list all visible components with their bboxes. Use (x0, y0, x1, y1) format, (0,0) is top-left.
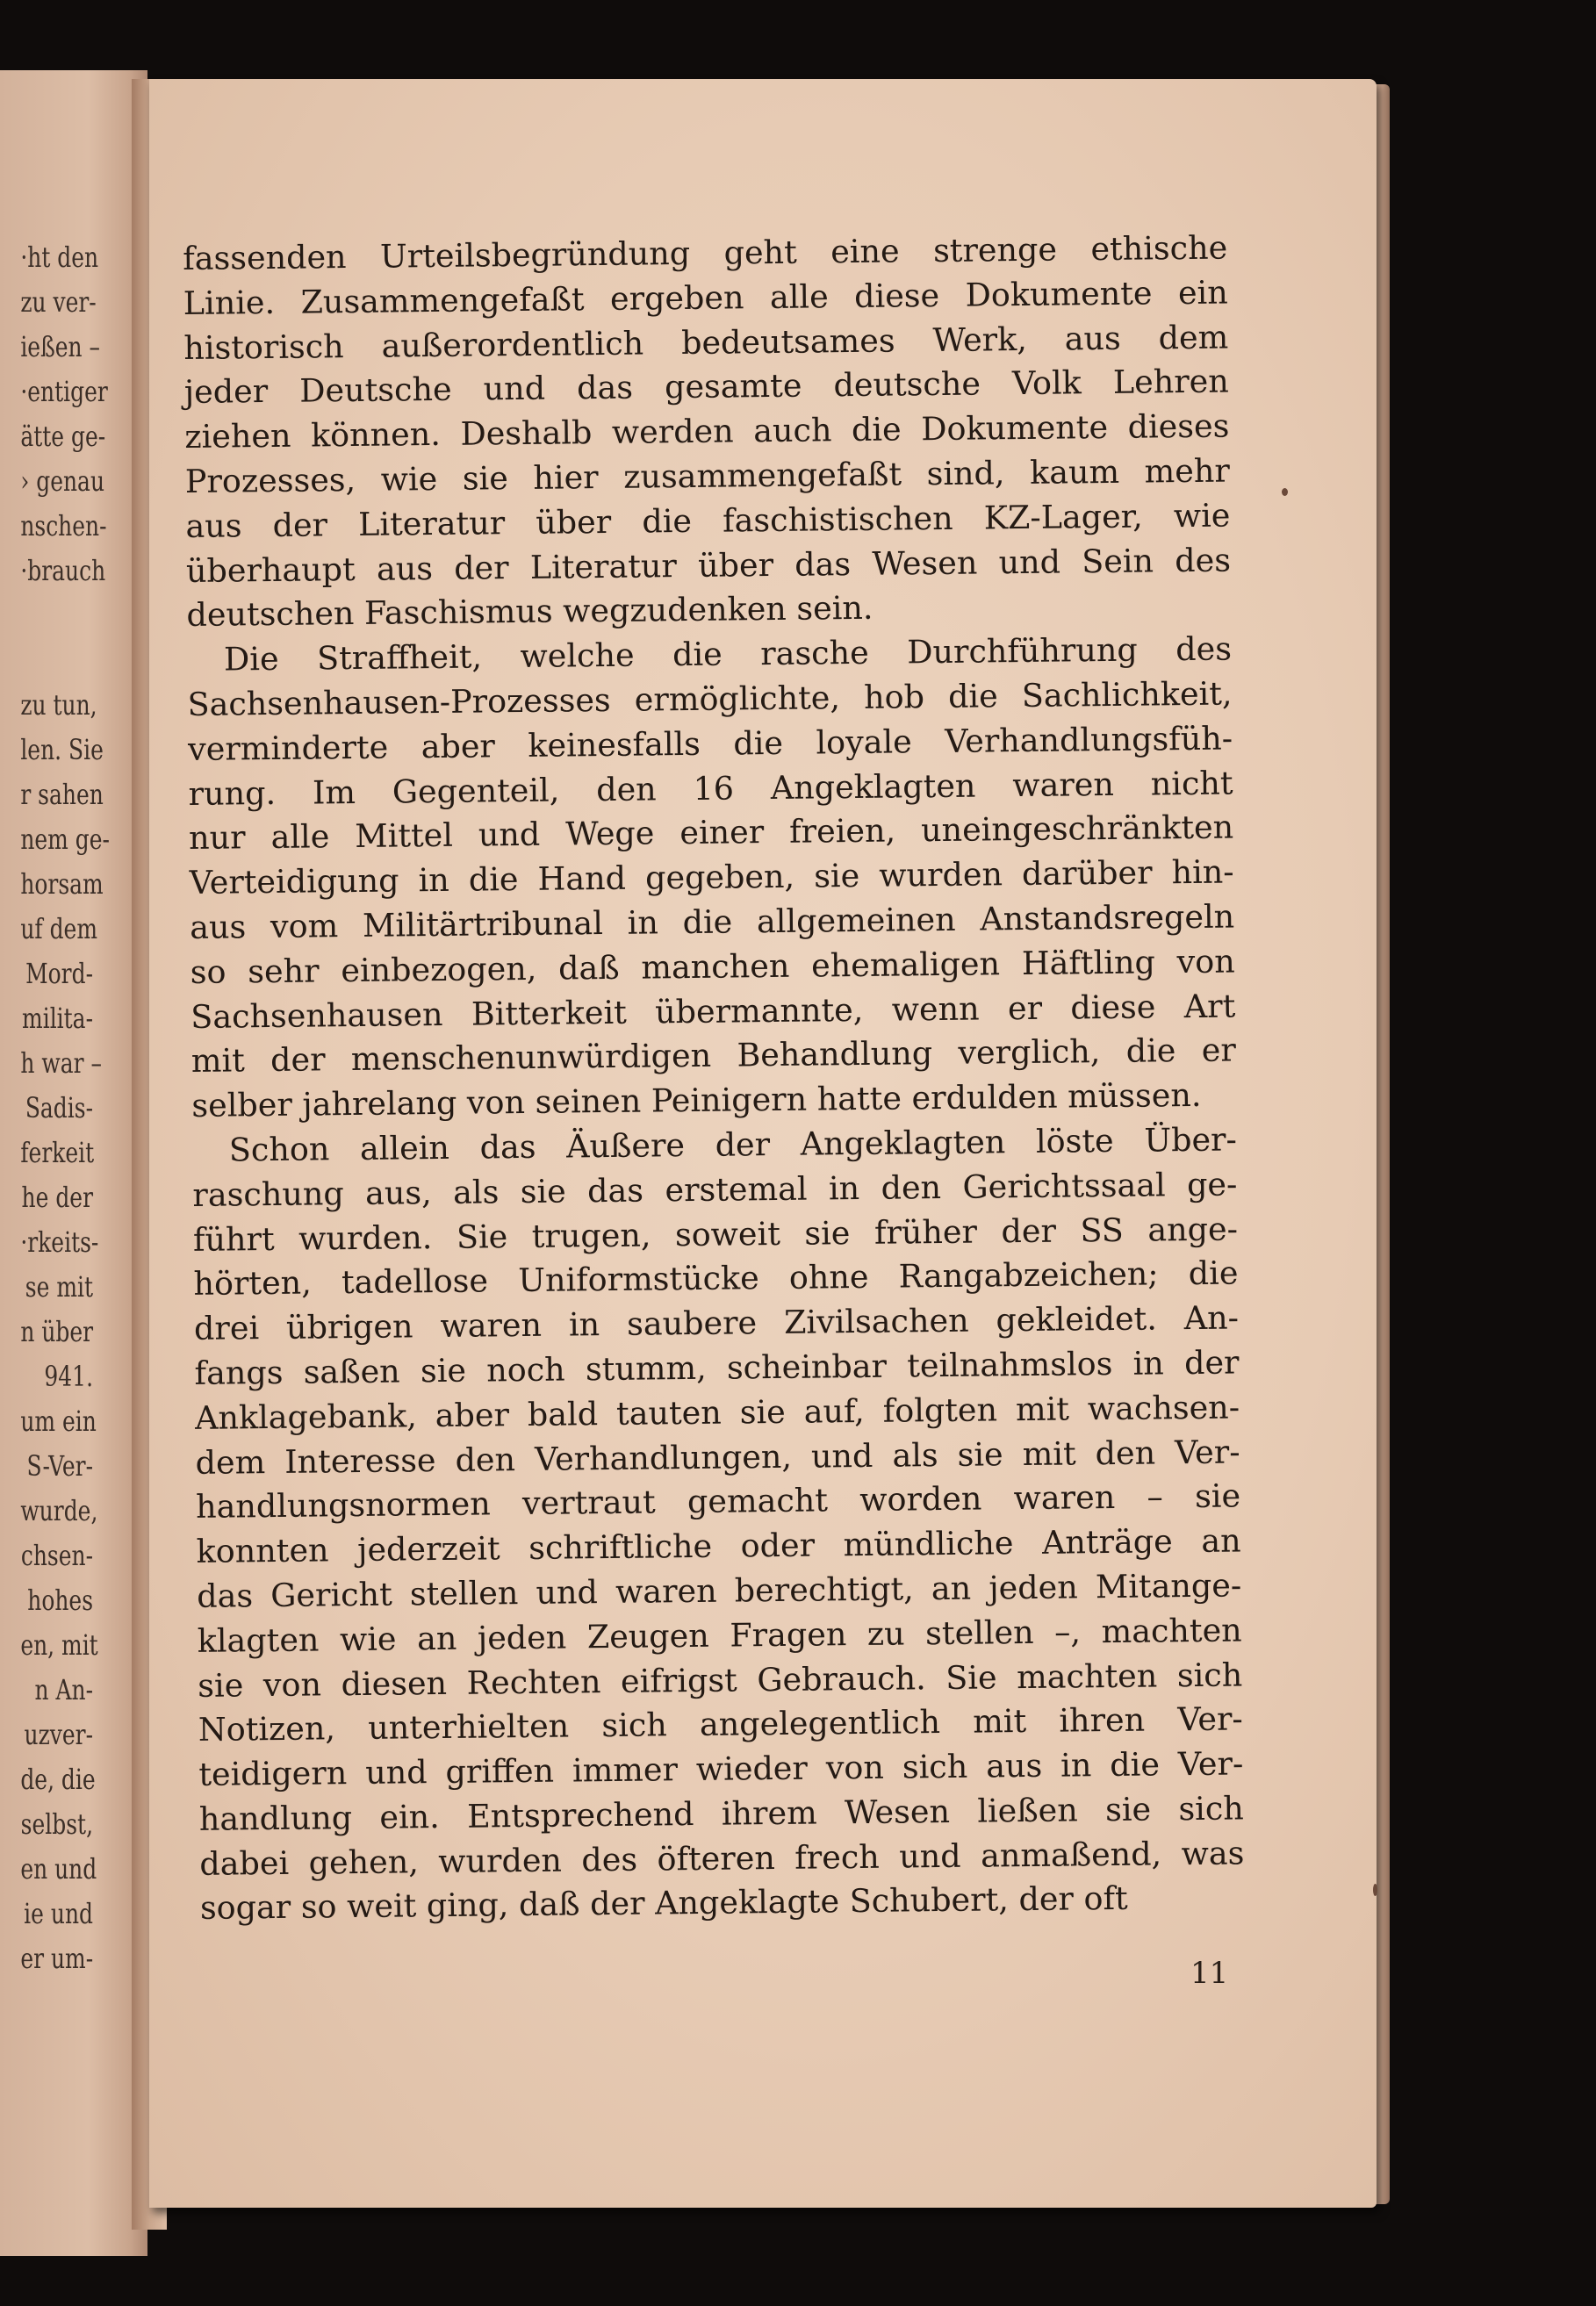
left-page-fragment: ätte ge- (20, 420, 106, 453)
left-page-fragment: nschen- (20, 509, 107, 542)
text-line: Die Straffheit, welche die rasche Durchführung des (223, 629, 1233, 679)
left-page-fragment: r sahen (20, 778, 104, 811)
text-line: mit der menschenunwürdigen Behandlung verglich, die er (191, 1031, 1236, 1081)
page-body-text (183, 226, 1245, 1932)
left-page-fragment: len. Sie (20, 733, 104, 766)
left-page-fragment: uf dem (20, 912, 97, 945)
text-line: fassenden Urteilsbegründung geht eine strenge ethische (183, 228, 1228, 277)
text-line: überhaupt aus der Literatur über das Wesen und Sein des (185, 541, 1232, 590)
left-page-fragment: horsam (20, 867, 104, 901)
text-line: Linie. Zusammengefaßt ergeben alle diese Dokumente ein (183, 273, 1228, 322)
text-line: dem Interesse den Verhandlungen, und als sie mit den Ver- (195, 1432, 1240, 1482)
left-page-fragment: ießen – (20, 330, 101, 363)
text-line: jeder Deutsche und das gesamte deutsche Volk Lehren (183, 362, 1230, 412)
text-line: teidigern und griffen immer wieder von sich aus in die Ver- (198, 1744, 1244, 1793)
text-line: selber jahrelang von seinen Peinigern hatte erdulden müssen. (191, 1076, 1202, 1125)
text-line: ziehen können. Deshalb werden auch die Dokumente dieses (184, 406, 1230, 456)
left-page-fragment: ·ht den (20, 241, 99, 274)
text-line: handlung ein. Entsprechend ihrem Wesen ließen sie sich (198, 1789, 1245, 1838)
left-page-fragment: › genau (20, 464, 105, 498)
text-line: handlungsnormen vertraut gemacht worden waren – sie (195, 1476, 1241, 1527)
paper-fleck (1282, 488, 1288, 496)
left-page-fragment: milita- (22, 1002, 93, 1035)
left-page-fragment: uzver- (24, 1718, 94, 1751)
left-page-fragment: selbst, (20, 1807, 94, 1841)
text-line: Notizen, unterhielten sich angelegentlich mit ihren Ver- (198, 1699, 1243, 1749)
text-line: deutschen Faschismus wegzudenken sein. (186, 589, 873, 635)
paper-fleck (1373, 1884, 1377, 1896)
text-line: klagten wie an jeden Zeugen Fragen zu stellen –, machten (197, 1611, 1242, 1660)
left-page-fragment: ·rkeits- (20, 1225, 99, 1259)
left-page-fragment: he der (21, 1181, 93, 1214)
left-page-fragment: h war – (20, 1046, 102, 1080)
left-page (0, 70, 147, 2256)
text-line: raschung aus, als sie das erstemal in den Gerichtssaal ge- (192, 1165, 1238, 1214)
text-line: Schon allein das Äußere der Angeklagten löste Über- (228, 1120, 1238, 1169)
text-line: dabei gehen, wurden des öfteren frech und anmaßend, was (199, 1834, 1245, 1883)
text-line: konnten jederzeit schriftliche oder mündliche Anträge an (196, 1521, 1241, 1571)
left-page-fragment: ie und (24, 1897, 93, 1930)
left-page-fragment: se mit (25, 1270, 93, 1304)
text-line: aus vom Militärtribunal in die allgemeinen Anstandsregeln (190, 897, 1235, 946)
left-page-text (20, 235, 110, 1981)
left-page-fragment: n An- (34, 1673, 93, 1706)
text-line: aus der Literatur über die faschistischen KZ-Lager, wie (185, 496, 1231, 545)
text-line: Anklagebank, aber bald tauten sie auf, folgten mit wachsen- (194, 1388, 1240, 1437)
text-line: historisch außerordentlich bedeutsames Werk, aus dem (183, 318, 1229, 367)
left-page-fragment: hohes (27, 1584, 93, 1617)
left-page-fragment: S-Ver- (26, 1449, 93, 1483)
left-page-fragment: ferkeit (20, 1136, 95, 1169)
text-line: nur alle Mittel und Wege einer freien, uneingeschränkten (188, 808, 1234, 858)
left-page-fragment: er um- (20, 1942, 94, 1975)
left-page-fragment: zu ver- (20, 285, 97, 319)
text-line: sogar so weit ging, daß der Angeklagte Schubert, der oft (199, 1879, 1128, 1928)
text-line: verminderte aber keinesfalls die loyale Verhandlungsfüh- (187, 719, 1233, 768)
left-page-fragment: um ein (20, 1404, 97, 1438)
left-page-fragment: Mord- (25, 957, 94, 990)
text-line: Sachsenhausen-Prozesses ermöglichte, hob die Sachlichkeit, (187, 674, 1233, 723)
text-line: führt wurden. Sie trugen, soweit sie früher der SS ange- (192, 1210, 1239, 1259)
left-page-fragment: nem ge- (20, 823, 110, 856)
text-line: fangs saßen sie noch stumm, scheinbar teilnahmslos in der (194, 1343, 1240, 1392)
text-line: das Gericht stellen und waren berechtigt, an jeden Mitange- (196, 1566, 1242, 1615)
left-page-fragment (20, 593, 93, 683)
text-line: Prozesses, wie sie hier zusammengefaßt sind, kaum mehr (184, 451, 1231, 500)
left-page-fragment: ·entiger (20, 375, 108, 408)
text-line: hörten, tadellose Uniformstücke ohne Rangabzeichen; die (193, 1254, 1239, 1304)
left-page-fragment: en, mit (20, 1628, 98, 1662)
left-page-fragment: chsen- (20, 1539, 94, 1572)
text-line: rung. Im Gegenteil, den 16 Angeklagten waren nicht (188, 764, 1233, 813)
text-line: so sehr einbezogen, daß manchen ehemaligen Häftling von (190, 942, 1235, 991)
text-line: drei übrigen waren in saubere Zivilsachen gekleidet. An- (193, 1298, 1240, 1348)
left-page-fragment: n über (20, 1315, 94, 1348)
page-number: 11 (1190, 1956, 1229, 1991)
left-page-fragment: ·brauch (20, 554, 106, 587)
text-line: sie von diesen Rechten eifrigst Gebrauch. Sie machten sich (198, 1655, 1243, 1705)
left-page-fragment: wurde, (20, 1494, 98, 1527)
left-page-fragment: en und (20, 1852, 97, 1886)
left-page-fragment: Sadis- (25, 1091, 94, 1124)
text-line: Sachsenhausen Bitterkeit übermannte, wenn er diese Art (191, 987, 1236, 1036)
left-page-fragment: 941. (44, 1360, 93, 1393)
left-page-fragment: de, die (20, 1763, 96, 1796)
left-page-fragment: zu tun, (20, 688, 97, 722)
text-line: Verteidigung in die Hand gegeben, sie wurden darüber hin- (189, 852, 1234, 902)
